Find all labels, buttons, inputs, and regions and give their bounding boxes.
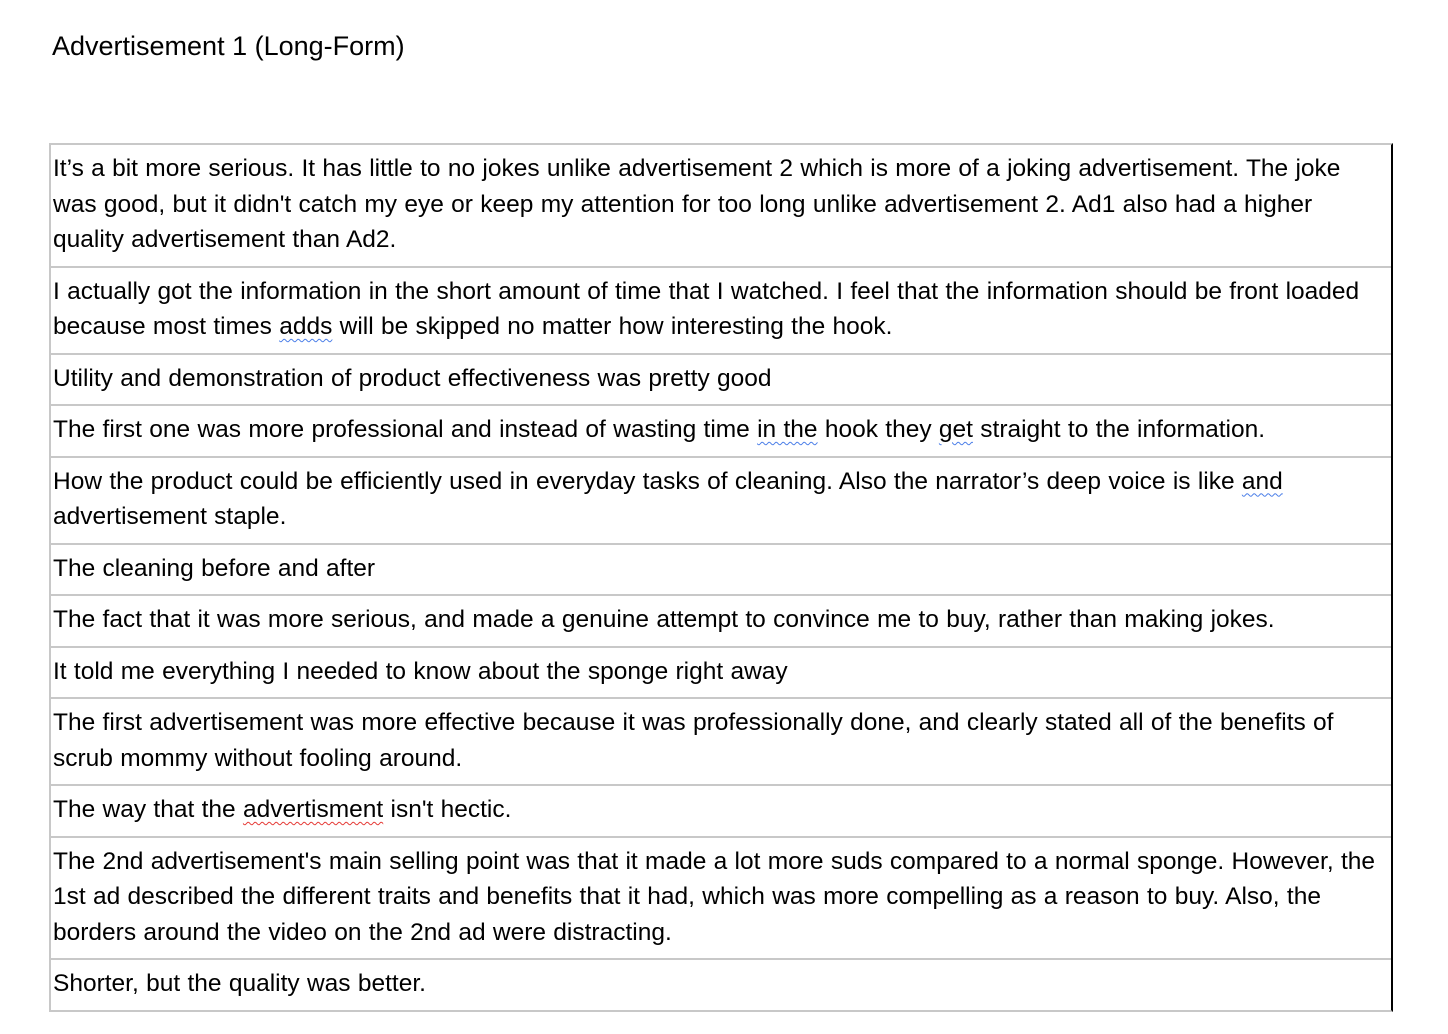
grammar-flag[interactable]: and bbox=[1241, 467, 1283, 495]
row-text: How the product could be efficiently used in everyday tasks of cleaning. Also the narrator’s deep voice is like bbox=[53, 467, 1242, 495]
row-text: It told me everything I needed to know about the sponge right away bbox=[53, 657, 788, 685]
row-text: The first advertisement was more effective because it was professionally done, and clearly stated all of the benefits of scrub mommy without fooling around. bbox=[53, 709, 1334, 772]
responses-table bbox=[49, 143, 1393, 1012]
table-row[interactable] bbox=[51, 458, 1391, 545]
row-text: Utility and demonstration of product effectiveness was pretty good bbox=[53, 364, 772, 392]
grammar-flag[interactable]: get bbox=[938, 416, 973, 443]
row-text: will be skipped no matter how interesting the hook. bbox=[332, 313, 893, 340]
table-row[interactable] bbox=[51, 545, 1391, 597]
table-row[interactable] bbox=[51, 355, 1391, 407]
row-text: It’s a bit more serious. It has little to no jokes unlike advertisement 2 which is more of a joking advertisement. The joke was good, but it didn't catch my eye or keep my attention for too long unlike advertisement 2. Ad1 also had a higher quality advertisement than Ad2. bbox=[53, 155, 1341, 253]
spelling-flag[interactable]: advertisment bbox=[242, 796, 384, 823]
row-text: The first one was more professional and instead of wasting time bbox=[53, 416, 758, 443]
table-row[interactable] bbox=[51, 786, 1391, 838]
table-row[interactable] bbox=[51, 268, 1391, 355]
table-row[interactable] bbox=[51, 699, 1391, 786]
row-text: advertisement staple. bbox=[53, 503, 287, 530]
row-text: The fact that it was more serious, and made a genuine attempt to convince me to buy, rather than making jokes. bbox=[53, 606, 1275, 633]
grammar-flag[interactable]: adds bbox=[279, 313, 333, 340]
grammar-flag[interactable]: in the bbox=[757, 416, 818, 443]
document-title: Advertisement 1 (Long-Form) bbox=[52, 31, 405, 61]
table-row[interactable] bbox=[51, 406, 1391, 458]
row-text: The 2nd advertisement's main selling point was that it made a lot more suds compared to a normal sponge. However, the 1st ad described the different traits and benefits that it had, which was more compelling as a reason to buy. Also, the borders around the video on the 2nd ad were distracting. bbox=[53, 847, 1376, 946]
table-row[interactable] bbox=[51, 648, 1391, 700]
table-row[interactable] bbox=[51, 145, 1391, 268]
row-text: The cleaning before and after bbox=[53, 554, 376, 582]
table-row[interactable] bbox=[51, 838, 1391, 961]
row-text: The way that the bbox=[53, 796, 243, 823]
row-text: straight to the information. bbox=[972, 416, 1266, 443]
table-row[interactable] bbox=[51, 596, 1391, 648]
row-text: isn't hectic. bbox=[383, 796, 512, 823]
row-text: I actually got the information in the short amount of time that I watched. I feel that the information should be front loaded because most times bbox=[53, 277, 1360, 340]
row-text: Shorter, but the quality was better. bbox=[53, 970, 426, 997]
table-row[interactable] bbox=[51, 960, 1391, 1010]
row-text: hook they bbox=[817, 416, 939, 443]
